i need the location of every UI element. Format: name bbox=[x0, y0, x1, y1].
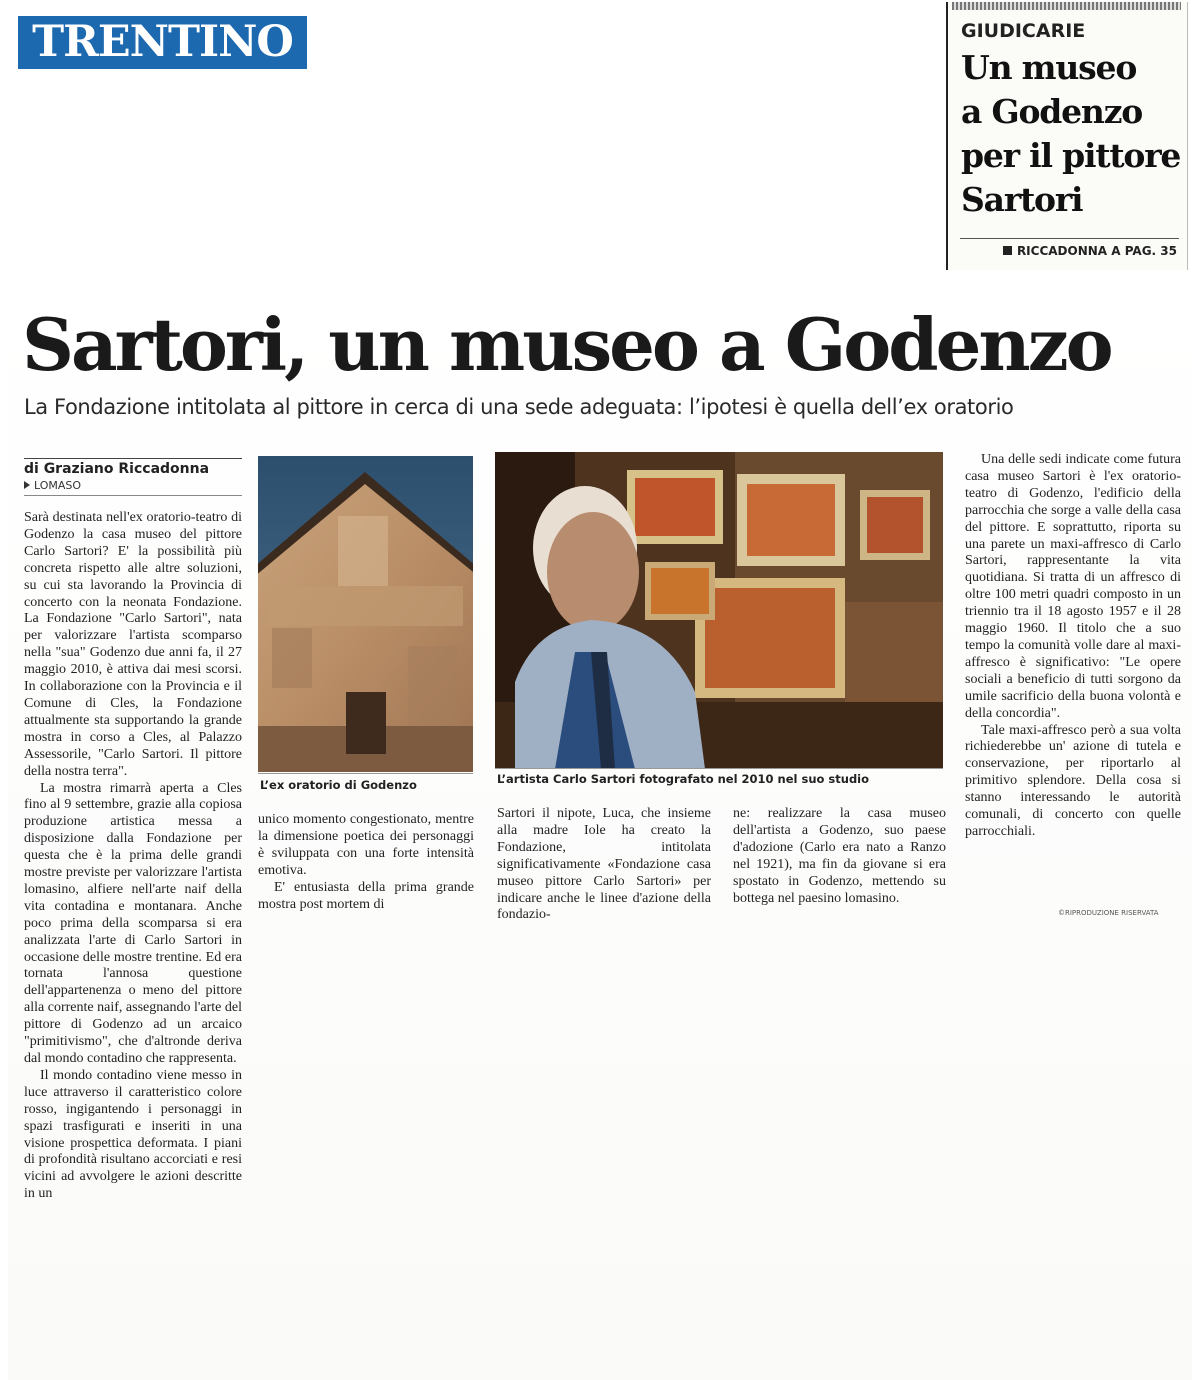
article-column-4 bbox=[733, 806, 946, 907]
teaser-title bbox=[961, 46, 1187, 222]
photo-caption-oratorio: L’ex oratorio di Godenzo bbox=[260, 778, 417, 792]
byline bbox=[24, 458, 242, 496]
article-column-3 bbox=[497, 806, 711, 924]
article-headline: Sartori, un museo a Godenzo bbox=[22, 302, 1111, 387]
copyright-notice: ©RIPRODUZIONE RISERVATA bbox=[1058, 909, 1159, 917]
article-column-5 bbox=[965, 452, 1181, 841]
byline-divider bbox=[24, 495, 242, 496]
dateline-place: LOMASO bbox=[34, 479, 82, 492]
caption-rule bbox=[258, 773, 473, 774]
paragraph: Sartori il nipote, Luca, che insieme alla madre Iole ha creato la Fondazione, intitolata significativamente «Fondazione casa museo pittore Carlo Sartori» per indicare anche le linee d'azione della fondazio- bbox=[497, 806, 711, 923]
teaser-box bbox=[946, 2, 1188, 270]
teaser-ref-text: RICCADONNA A PAG. 35 bbox=[1016, 244, 1177, 258]
teaser-page-reference bbox=[948, 244, 1177, 258]
teaser-title-line: per il pittore bbox=[961, 136, 1181, 175]
teaser-divider bbox=[960, 238, 1179, 239]
paragraph: Una delle sedi indicate come futura casa museo Sartori è l'ex oratorio-teatro di Godenzo, l'edificio della parrocchia che sorge a valle della casa del pittore. E soprattutto, riporta su una parete un maxi-affresco di Carlo Sartori, rappresentante la vita quotidiana. Si tratta di un affresco di oltre 100 metri quadri composto in un triennio tra il 18 agosto 1957 e il 28 maggio 1960. Il titolo che a suo tempo la comunità volle dare al maxi-affresco è significativo: "Le opere sociali a beneficio di tutti sorgono da umile sacrificio della buona volontà e della concordia". bbox=[965, 452, 1181, 721]
photo-artist-studio bbox=[495, 452, 943, 769]
article-subhead: La Fondazione intitolata al pittore in cerca di una sede adeguata: l’ipotesi è quella dell’ex oratorio bbox=[24, 395, 1014, 419]
paragraph: Tale maxi-affresco però a sua volta richiederebbe un' azione di tutela e conservazione, per riportarlo al primitivo splendore. Della cosa si stanno interessando le autorità comunali, di concerto con quelle parrocchiali. bbox=[965, 722, 1181, 839]
photo-oratorio bbox=[258, 456, 473, 772]
paragraph: unico momento congestionato, mentre la dimensione poetica dei personaggi è sviluppata con una forte intensità emotiva. bbox=[258, 812, 474, 878]
teaser-top-stripe bbox=[952, 2, 1181, 10]
article-column-1 bbox=[24, 510, 242, 1203]
newspaper-logo: TRENTINO bbox=[18, 16, 307, 69]
teaser-title-line: Un museo bbox=[961, 48, 1137, 87]
dateline bbox=[24, 479, 242, 492]
teaser-section-label: GIUDICARIE bbox=[961, 20, 1086, 42]
caption-rule bbox=[495, 768, 943, 769]
paragraph: E' entusiasta della prima grande mostra post mortem di bbox=[258, 879, 474, 912]
teaser-title-line: Sartori bbox=[961, 180, 1083, 219]
byline-author: di Graziano Riccadonna bbox=[24, 461, 210, 477]
photo-caption-artist: L’artista Carlo Sartori fotografato nel 2010 nel suo studio bbox=[497, 772, 870, 786]
article-column-2 bbox=[258, 812, 474, 913]
triangle-marker-icon bbox=[24, 481, 30, 489]
paragraph: La mostra rimarrà aperta a Cles fino al 9 settembre, grazie alla copiosa produzione artistica messa a disposizione dalla Fondazione per questa che è la prima delle grandi mostre previste per valorizzare l'artista lomasino, alfiere nell'arte naif della vita contadina e montanara. Anche poco prima della scomparsa si era analizzata l'arte di Carlo Sartori in occasione delle mostre trentine. Ed era tornata l'annosa questione dell'appartenenza o meno del pittore alla corrente naif, assegnando l'arte del pittore di Godenzo ad un arcaico "primitivismo", che d'altronde deriva dal mondo contadino che rappresenta. bbox=[24, 780, 242, 1066]
teaser-title-line: a Godenzo bbox=[961, 92, 1143, 131]
paragraph: Sarà destinata nell'ex oratorio-teatro di Godenzo la casa museo del pittore Carlo Sartori? E' la possibilità più concreta rispetto alle altre soluzioni, su cui sta lavorando la Provincia di concerto con la neonata Fondazione. La Fondazione "Carlo Sartori", nata per valorizzare l'artista scomparso nella "sua" Godenzo due anni fa, il 27 maggio 2010, è attiva dai mesi scorsi. In collaborazione con la Provincia e il Comune di Cles, la Fondazione attualmente sta supportando la grande mostra in corso a Cles, al Palazzo Assessorile, "Carlo Sartori. Il pittore della nostra terra". bbox=[24, 510, 242, 779]
paragraph: Il mondo contadino viene messo in luce attraverso il caratteristico colore rosso, ingigantendo i personaggi in spazi trasfigurati e inseriti in una visione prospettica deformata. I piani di profondità risultano accorciati e resi vicini ad avvolgere le azioni descritte in un bbox=[24, 1067, 242, 1202]
paragraph: ne: realizzare la casa museo dell'artista a Godenzo, suo paese d'adozione (Carlo era nato a Ranzo nel 1921), ma fin da giovane si era spostato in Godenzo, mettendo su bottega nel paesino lomasino. bbox=[733, 806, 946, 906]
square-bullet-icon bbox=[1003, 246, 1012, 255]
